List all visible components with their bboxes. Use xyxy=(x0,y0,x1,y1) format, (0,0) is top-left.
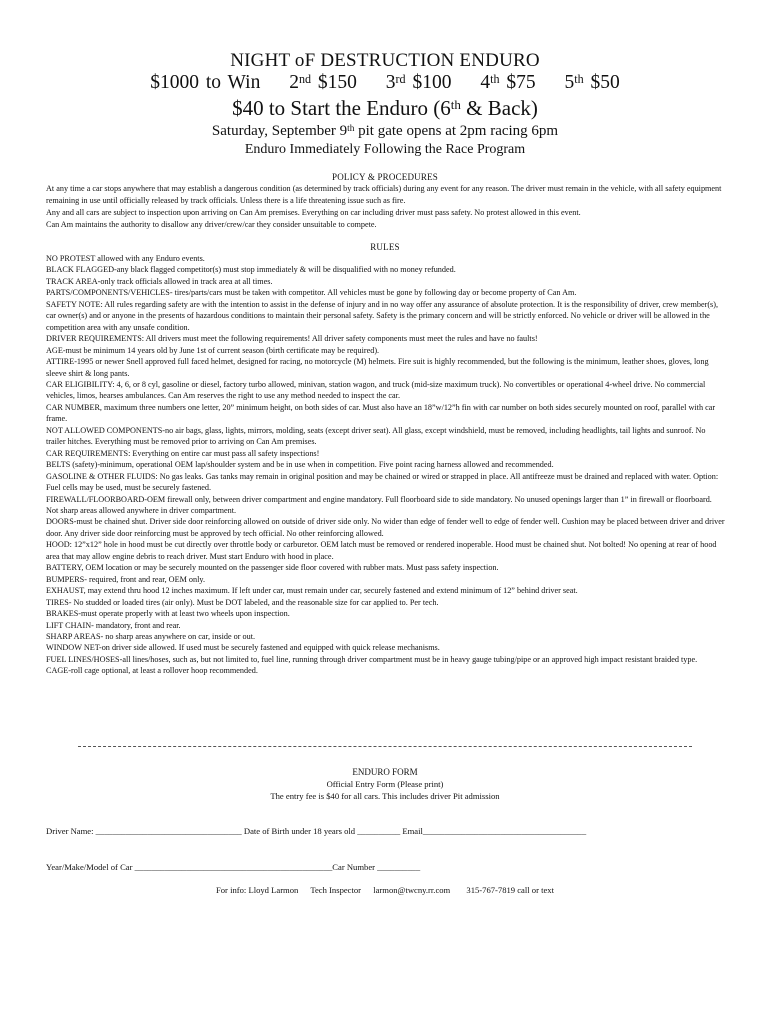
form-fee-note: The entry fee is $40 for all cars. This includes driver Pit admission xyxy=(270,791,500,801)
rule-item: DOORS-must be chained shut. Driver side door reinforcing allowed on outside of driver side only. No wider than edge of fender well to edge of fender well. Cushion may be placed between driver and driver door. Any driver side door reinforcing must be approved by tech official. No other reinforcing allowed. xyxy=(46,517,725,538)
third-prize: 3rd $100 xyxy=(385,71,452,93)
form-title: ENDURO FORM xyxy=(352,767,418,777)
rule-item: CAR ELIGIBILITY: 4, 6, or 8 cyl, gasoline or diesel, factory turbo allowed, minivan, station wagon, and truck (mid-size maximum truck). No convertibles or operational 4-wheel drive. No commercial vehicles, limos, hearses ambulances. Can Am reserves the right to use any method needed to inspect the car. xyxy=(46,379,706,401)
rule-item: TRACK AREA-only track officials allowed in track area at all times. xyxy=(46,276,273,286)
form-subtitle: Official Entry Form (Please print) xyxy=(326,779,444,789)
rule-item: BATTERY, OEM location or may be securely mounted on the passenger side floor covered with rubber mats. Must pass safety inspection. xyxy=(46,563,499,573)
fourth-prize: 4th $75 xyxy=(480,71,536,93)
rule-item: FIREWALL/FLOORBOARD-OEM firewall only, between driver compartment and engine mandatory. Full floorboard side to side mandatory. No unused openings larger than 1” in firewall or floorboard. Not sharp areas allowed anywhere in driver compartment. xyxy=(46,494,712,515)
contact-name: For info: Lloyd Larmon xyxy=(215,885,299,895)
rule-item: PARTS/COMPONENTS/VEHICLES- tires/parts/cars must be taken with competitor. All vehicles must be gone by following day or become property of Can Am. xyxy=(46,288,577,298)
rule-item: AGE-must be minimum 14 years old by June 1st of current season (birth certificate may be required). xyxy=(46,345,380,355)
second-prize: 2nd $150 xyxy=(289,71,357,93)
rule-item: BRAKES-must operate properly with at least two wheels upon inspection. xyxy=(46,609,290,619)
rule-item: BELTS (safety)-minimum, operational OEM lap/shoulder system and be in use when in competition. Five point racing harness allowed and recommended. xyxy=(46,460,554,470)
event-title: NIGHT oF DESTRUCTION ENDURO xyxy=(230,50,540,71)
rule-item: SAFETY NOTE: All rules regarding safety are with the intention to assist in the defense of injury and in no way offer any assurance of absolute protection. It is the responsibility of driver, crew member(s), car owner(s) and or anyone in the presents of hazardous conditions to maintain their personal safety. Safety is the primary concern and will be strictly enforced. No vehicle or driver will be allowed in the competition area with any unsafe condition. xyxy=(46,299,719,332)
driver-info-fields: Driver Name: __________________________________ Date of Birth under 18 years old __________ Email______________________________________ xyxy=(46,826,587,836)
policy-paragraph: Can Am maintains the authority to disallow any driver/crew/car they consider unsuitable to compete. xyxy=(46,220,377,229)
cut-line-divider xyxy=(78,746,692,747)
first-prize: $1000 to Win xyxy=(150,72,261,93)
prize-line xyxy=(0,72,770,94)
event-date-line: Saturday, September 9th pit gate opens at 2pm racing 6pm xyxy=(211,123,559,139)
rule-item: FUEL LINES/HOSES-all lines/hoses, such as, but not limited to, fuel line, running through driver compartment must be in heavy gauge tubing/pipe or an approved high impact resistant braided type. xyxy=(46,654,698,664)
rule-item: DRIVER REQUIREMENTS: All drivers must meet the following requirements! All driver safety components must meet the rules and have no faults! xyxy=(46,334,538,344)
contact-info xyxy=(0,885,770,895)
rule-item: CAR REQUIREMENTS: Everything on entire car must pass all safety inspections! xyxy=(46,448,320,458)
event-subtitle: Enduro Immediately Following the Race Program xyxy=(244,142,526,157)
start-prize-line: $40 to Start the Enduro (6th & Back) xyxy=(232,96,538,120)
policy-paragraph: At any time a car stops anywhere that may establish a dangerous condition (as determined by track officials) during any event for any reason. The driver must remain in the vehicle, with all safety equipment remaining in use until officially released by track officials. Unless there is a life threatening issue such as fire. xyxy=(46,184,722,205)
rule-item: CAGE-roll cage optional, at least a rollover hoop recommended. xyxy=(46,666,258,676)
rule-item: CAR NUMBER, maximum three numbers one letter, 20” minimum height, on both sides of car. Must also have an 18”w/12”h fin with car number on both sides securely mounted on roof, parallel with car frame. xyxy=(46,402,716,424)
contact-role: Tech Inspector xyxy=(310,885,362,895)
rule-item: BLACK FLAGGED-any black flagged competitor(s) must stop immediately & will be disqualified with no money refunded. xyxy=(46,265,456,275)
contact-email: larmon@twcny.rr.com xyxy=(373,885,451,895)
rules-title: RULES xyxy=(370,242,400,252)
contact-phone: 315-767-7819 call or text xyxy=(466,885,554,895)
policy-text xyxy=(46,183,728,231)
car-info-fields: Year/Make/Model of Car ______________________________________________Car Number __________ xyxy=(46,862,421,872)
rule-item: TIRES- No studded or loaded tires (air only). Must be DOT labeled, and the reasonable size for car applied to. Per tech. xyxy=(46,597,439,607)
rule-item: LIFT CHAIN- mandatory, front and rear. xyxy=(46,620,181,630)
rules-list xyxy=(46,253,726,677)
rule-item: NO PROTEST allowed with any Enduro events. xyxy=(46,254,205,263)
rule-item: ATTIRE-1995 or newer Snell approved full faced helmet, designed for racing, no motorcycle (M) helmets. Fire suit is highly recommended, but the following is the minimum, leather shoes, gloves, long sleeve shirt & long pants. xyxy=(46,357,709,378)
rule-item: GASOLINE & OTHER FLUIDS: No gas leaks. Gas tanks may remain in original position and may be chained or wired or strapped in place. All antifreeze must be drained and replaced with water. Option: Fuel cells may be used, must be securely fastened. xyxy=(46,471,719,493)
rule-item: EXHAUST, may extend thru hood 12 inches maximum. If left under car, must remain under car, securely fastened and extend minimum of 12” behind driver seat. xyxy=(46,586,578,596)
rule-item: SHARP AREAS- no sharp areas anywhere on car, inside or out. xyxy=(46,631,256,641)
rule-item: WINDOW NET-on driver side allowed. If used must be securely fastened and equipped with quick release mechanisms. xyxy=(46,643,440,653)
rule-item: BUMPERS- required, front and rear, OEM only. xyxy=(46,574,205,584)
policy-paragraph: Any and all cars are subject to inspection upon arriving on Can Am premises. Everything on car including driver must pass safety. No protest allowed in this event. xyxy=(46,208,581,217)
rule-item: HOOD: 12”x12” hole in hood must be cut directly over throttle body or carburetor. OEM latch must be removed or rendered inoperable. Hood must be chained shut. Not bolted! No opening at rear of hood area that may allow engine debris to reach driver. Must start Enduro with hood in place. xyxy=(46,540,717,561)
fifth-prize: 5th $50 xyxy=(564,71,620,93)
rule-item: NOT ALLOWED COMPONENTS-no air bags, glass, lights, mirrors, molding, seats (except driver seat). All glass, except windshield, must be removed, including headlights, tail lights and sunroof. No trailer hitches. Everything must be removed prior to arriving on Can Am premises. xyxy=(46,425,706,447)
policy-title: POLICY & PROCEDURES xyxy=(332,172,438,182)
